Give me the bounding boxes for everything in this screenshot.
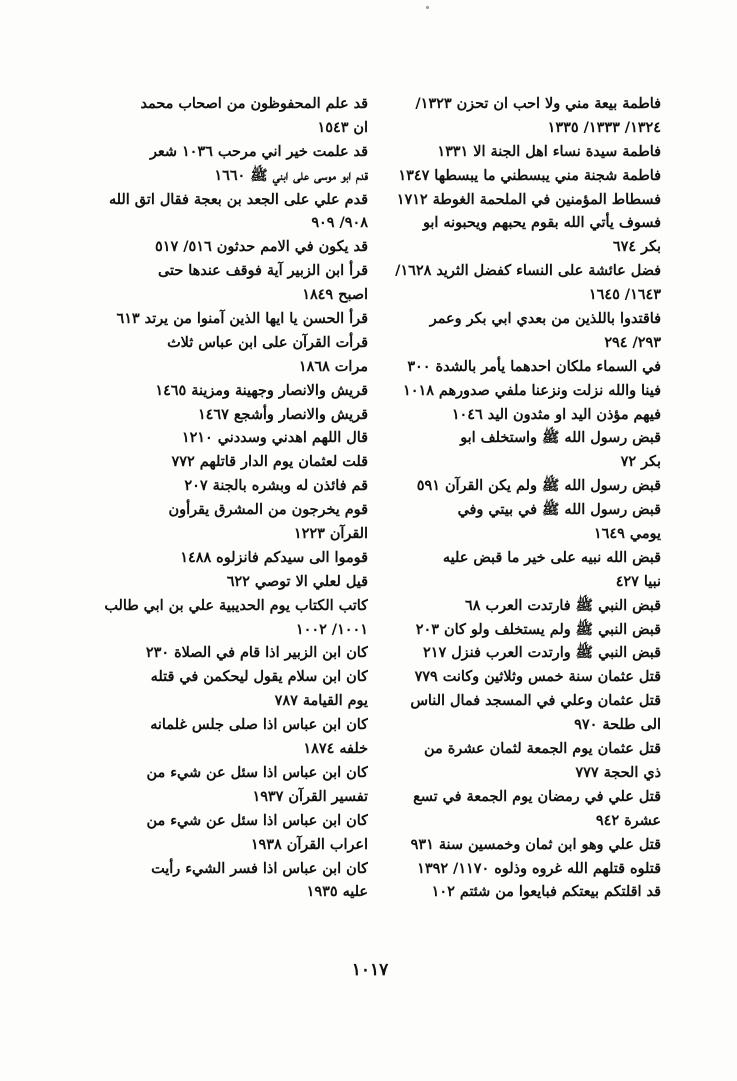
index-entry-line: خلفه ١٨٧٤ [303,740,368,758]
index-entry-line: عشرة ٩٤٢ [595,811,661,829]
index-entry-line: قلت لعثمان يوم الدار قاتلهم ٧٧٢ [171,453,368,471]
index-entry-line: بكر ٦٧٤ [612,238,661,256]
index-entry-line: كان ابن عباس اذا صلى جلس غلمانه [150,716,368,734]
index-entry-line: قتل عثمان سنة خمس وثلاثين وكانت ٧٧٩ [414,668,661,686]
index-entry [90,426,368,450]
index-entry-line: فينا والله نزلت ونزعنا ملفي صدورهم ١٠١٨ [403,381,661,399]
index-entry-line: قتل عثمان وعلي في المسجد فمال الناس [410,692,661,710]
index-entry-line: ١٣٢٤/ ١٣٣٣/ ١٣٣٥ [547,118,661,136]
index-entry [90,570,368,594]
index-entry-line: فاطمة شجنة مني يبسطني ما يبسطها ١٣٤٧ [398,166,661,184]
index-entry-line: قرأ الحسن يا ايها الذين آمنوا من يرتد ٦١٣ [116,310,368,328]
index-entry-line: فاطمة سيدة نساء اهل الجنة الا ١٣٣١ [437,142,661,160]
index-entry [90,641,368,665]
index-entry [90,665,368,713]
index-entry [90,498,368,546]
index-entry-line: ذي الحجة ٧٧٧ [575,763,661,781]
index-entry-line: قريش والانصار وجهينة ومزينة ١٤٦٥ [155,381,368,399]
index-entry-line: فسطاط المؤمنين في الملحمة الغوطة ١٧١٢ [396,190,661,208]
index-entry [383,737,661,785]
index-entry-line: قوموا الى سيدكم فانزلوه ١٤٨٨ [180,548,368,566]
index-entry [383,641,661,665]
index-entry-line: فاقتدوا باللذين من بعدي ابي بكر وعمر [429,310,661,328]
index-entry [383,665,661,689]
index-entry-line: قال اللهم اهدني وسددني ١٢١٠ [181,429,368,447]
index-entry [383,307,661,355]
index-entry [383,857,661,881]
index-entry [90,92,368,140]
index-entry-line: اصبح ١٨٤٩ [302,286,368,304]
index-entry [383,546,661,594]
index-entry-line: يوم القيامة ٧٨٧ [274,692,368,710]
index-entry [90,713,368,761]
index-entry [383,140,661,164]
page-number: ١٠١٧ [351,960,389,980]
index-entry-line: قتل عثمان يوم الجمعة لثمان عشرة من [424,740,661,758]
index-entry-line: قدم علي على الجعد بن بعجة فقال اتق الله [108,190,368,208]
index-entry-line: قد اقلتكم بيعتكم فبايعوا من شئتم ١٠٢ [431,883,661,901]
index-entry [383,355,661,379]
index-entry [90,259,368,307]
index-entry [90,809,368,857]
index-entry-line: قريش والانصار وأشجع ١٤٦٧ [197,405,368,423]
index-entry-line: يومي ١٦٤٩ [593,525,661,543]
index-entry-line: فضل عائشة على النساء كفضل الثريد ١٦٢٨/ [395,262,661,280]
index-entry-line: فاطمة بيعة مني ولا احب ان تحزن ١٣٢٣/ [415,95,661,112]
index-entry [90,140,368,164]
index-entry-line: اعراب القرآن ١٩٣٨ [250,835,368,853]
index-column-left [90,92,368,904]
index-entry [90,164,368,188]
index-entry [383,474,661,498]
index-entry-line: في السماء ملكان احدهما يأمر بالشدة ٣٠٠ [407,357,661,375]
index-entry-line: فيهم مؤذن اليد او مثدون اليد ١٠٤٦ [451,405,661,423]
index-entry-line: بكر ٧٢ [620,453,661,471]
index-entry [383,379,661,403]
index-entry-line: مرات ١٨٦٨ [298,357,368,375]
index-column-right [383,92,661,904]
index-entry-line: ان ١٥٤٣ [317,118,368,136]
index-entry-line: قم فائذن له وبشره بالجنة ٢٠٧ [184,477,368,495]
index-entry [383,259,661,307]
index-entry-line: ١٠٠١/ ١٠٠٢ [295,620,368,638]
index-entry-line: قبض رسول الله ﷺ ولم يكن القرآن ٥٩١ [416,477,661,495]
index-entry-line: كاتب الكتاب يوم الحديبية علي بن ابي طالب [104,596,368,614]
index-entry [383,211,661,259]
index-entry [383,618,661,642]
index-entry-line: قتلوه قتلهم الله غروه وذلوه ١١٧٠/ ١٣٩٢ [417,859,661,877]
index-entry-line: كان ابن عباس اذا سئل عن شيء من [146,763,368,781]
index-entry-line: قد علم المحفوظون من اصحاب محمد [140,95,368,112]
index-entry-line: ٢٩٣/ ٢٩٤ [604,333,661,351]
index-entry-line: كان ابن الزبير اذا قام في الصلاة ٢٣٠ [145,644,368,662]
index-entry [383,689,661,737]
index-entry-line: الى طلحة ٩٧٠ [574,716,661,734]
index-entry [383,164,661,188]
index-entry-line: فسوف يأتي الله بقوم يحبهم ويحبونه ابو [422,214,661,232]
page-mark [426,6,429,9]
index-entry [383,880,661,904]
index-entry [90,235,368,259]
index-entry-line: قيل لعلي الا توصي ٦٢٢ [226,572,368,590]
index-entry-line: كان ابن عباس اذا فسر الشيء رأيت [151,859,368,877]
index-entry [90,761,368,809]
index-entry [90,403,368,427]
index-entry-line: قتل علي في رمضان يوم الجمعة في تسع [413,787,661,805]
index-entry-line: قبض النبي ﷺ فارتدت العرب ٦٨ [465,596,661,614]
index-entry [90,857,368,905]
index-entry [90,594,368,642]
index-entry [90,474,368,498]
index-entry-line: قد علمت خير اني مرحب ١٠٣٦ شعر [149,142,368,160]
index-entry [383,188,661,212]
index-entry-line: كان ابن عباس اذا سئل عن شيء من [146,811,368,829]
index-entry [383,833,661,857]
index-entry-line: تفسير القرآن ١٩٣٧ [252,787,368,805]
index-entry [383,594,661,618]
index-entry-line: قوم يخرجون من المشرق يقرأون [168,501,368,519]
index-entry-line: قدم ابو موسى على ابني ﷺ ١٦٦٠ [214,166,368,184]
index-entry [383,785,661,833]
index-entry [90,450,368,474]
index-entry [383,426,661,474]
index-entry [90,379,368,403]
index-entry-line: القرآن ١٢٢٣ [293,525,368,543]
index-entry-line: قبض الله نبيه على خير ما قبض عليه [442,548,661,566]
index-entry [383,403,661,427]
index-entry [383,92,661,140]
index-entry-line: قبض رسول الله ﷺ واستخلف ابو [460,429,661,447]
index-entry-line: ١٦٤٣/ ١٦٤٥ [588,286,661,304]
index-entry-line: قرأت القرآن على ابن عباس ثلاث [167,333,368,351]
index-entry-line: قبض رسول الله ﷺ في بيتي وفي [457,501,661,519]
index-entry-line: قبض النبي ﷺ ولم يستخلف ولو كان ٢٠٣ [415,620,661,638]
index-entry-line: نبيا ٤٢٧ [615,572,661,590]
index-entry [90,307,368,331]
index-entry-line: ٩٠٨/ ٩٠٩ [311,214,368,232]
index-entry-line: عليه ١٩٣٥ [306,883,368,901]
index-entry-line: قد يكون في الامم حدثون ٥١٦/ ٥١٧ [155,238,368,256]
index-entry [90,331,368,379]
index-entry-line: قبض النبي ﷺ وارتدت العرب فنزل ٢١٧ [423,644,661,662]
index-entry-line: كان ابن سلام يقول ليحكمن في قتله [150,668,368,686]
index-entry [383,498,661,546]
index-entry [90,188,368,236]
index-entry [90,546,368,570]
index-entry-line: قتل علي وهو ابن ثمان وخمسين سنة ٩٣١ [410,835,661,853]
index-entry-line: قرأ ابن الزبير آية فوقف عندها حتى [158,262,368,280]
